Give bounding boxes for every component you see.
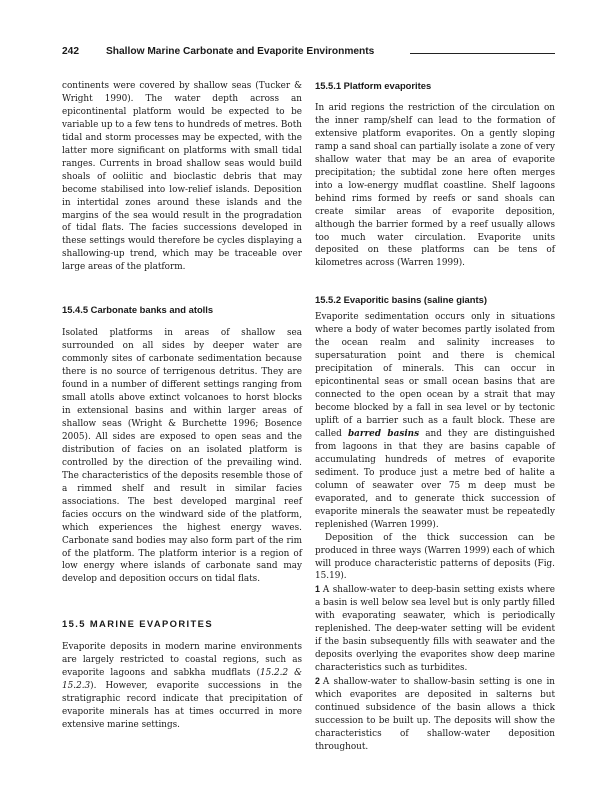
header-rule xyxy=(410,53,555,54)
right-column xyxy=(315,80,555,754)
section-15-4-5-heading: 15.4.5 Carbonate banks and atolls xyxy=(62,304,214,316)
section-15-5-1-paragraph: In arid regions the restriction of the circulation on the inner ramp/shelf can lead to the formation of extensive platform evaporites. On a gently sloping ramp a sand shoal can partially isolate a zone of very shallow water that may be an area of evaporite precipitation; the subtidal zone here often merges into a low-energy mudflat coastline. Shelf lagoons behind rims formed by reefs or sand shoals can create similar areas of evaporite deposition, although the barrier formed by a reef usually allows too much water circulation. Evaporite units deposited on these platforms can be tens of kilometres across (Warren 1999). xyxy=(315,103,555,269)
section-15-5-2-paragraph: Evaporite sedimentation occurs only in situations where a body of water becomes partly isolated from the ocean realm and salinity increases to supersaturation point and there is chemical precipitation of minerals. This can occur in epicontinental seas or small ocean basins that are connected to the open ocean by a strait that may become blocked by a fall in sea level or by tectonic uplift of a barrier such as a fault block. These are called barred basins and they are distinguished from lagoons in that they are basins capable of accumulating hundreds of metres of evaporite sediment. To produce just a metre bed of halite a column of seawater over 75 m deep must be evaporated, and to generate thick succession of evaporite minerals the seawater must be repeatedly replenished (Warren 1999). xyxy=(315,312,555,530)
section-15-5-2-paragraph-2: Deposition of the thick succession can be produced in three ways (Warren 1999) each of which will produce characteristic patterns of deposits (Fig. 15.19). xyxy=(315,532,555,582)
cross-reference: 15.2.2 & 15.2.3 xyxy=(62,668,303,692)
section-15-5-2-heading: 15.5.2 Evaporitic basins (saline giants) xyxy=(315,294,487,306)
left-column xyxy=(62,80,302,732)
running-title: Shallow Marine Carbonate and Evaporite Environments xyxy=(106,46,375,57)
section-15-4-5-paragraph: Isolated platforms in areas of shallow sea surrounded on all sides by deeper water are commonly sites of carbonate sedimentation because there is no source of terrigenous detritus. They are found in a number of different settings ranging from small atolls above extinct volcanoes to horst blocks in extensional basins and within larger areas of shallow seas (Wright & Burchette 1996; Bosence 2005). All sides are exposed to open seas and the distribution of facies on an isolated platform is controlled by the direction of the prevailing wind. The characteristics of the deposits resemble those of a rimmed shelf and result in similar facies associations. The best developed marginal reef facies occurs on the windward side of the platform, which experiences the highest energy waves. Carbonate sand bodies may also form part of the rim of the platform. The platform interior is a region of low energy where islands of carbonate sand may develop and deposition occurs on tidal flats. xyxy=(62,328,302,585)
running-header xyxy=(62,40,555,60)
section-15-5-paragraph: Evaporite deposits in modern marine environments are largely restricted to coastal regions, such as evaporite lagoons and sabkha mudflats (15.2.2 & 15.2.3). However, evaporite successions in the stratigraphic record indicate that precipitation of evaporite minerals has at times occurred in more extensive marine settings. xyxy=(62,642,303,731)
intro-paragraph: continents were covered by shallow seas (Tucker & Wright 1990). The water depth across an epicontinental platform would be expected to be variable up to a few tens to hundreds of metres. Both tidal and storm processes may be expected, with the latter more significant on platforms with small tidal ranges. Currents in broad shallow seas would build shoals of ooliitic and bioclastic debris that may become stabilised into low-relief islands. Deposition in intertidal zones around these islands and the margins of the sea would result in the progradation of tidal flats. The facies successions developed in these settings would therefore be cycles displaying a shallowing-up trend, which may be traceable over large areas of the platform. xyxy=(62,81,302,273)
list-item-2: 2 A shallow-water to shallow-basin setting is one in which evaporites are deposited in salterns but continued subsidence of the basin allows a thick succession to be built up. The deposits will show the characteristics of shallow-water deposition throughout. xyxy=(315,676,555,752)
section-15-5-heading: 15.5 MARINE EVAPORITES xyxy=(62,618,213,630)
barred-basins-term: barred basins xyxy=(347,428,420,439)
section-15-5-1-heading: 15.5.1 Platform evaporites xyxy=(315,80,432,91)
page-number: 242 xyxy=(62,46,79,57)
list-item-1: 1 A shallow-water to deep-basin setting exists where a basin is well below sea level but is only partly filled with evaporating seawater, which is periodically replenished. The deep-water setting will be evident if the basin subsequently fills with seawater and the deposits overlying the evaporites show deep marine characteristics such as turbidites. xyxy=(315,584,555,674)
